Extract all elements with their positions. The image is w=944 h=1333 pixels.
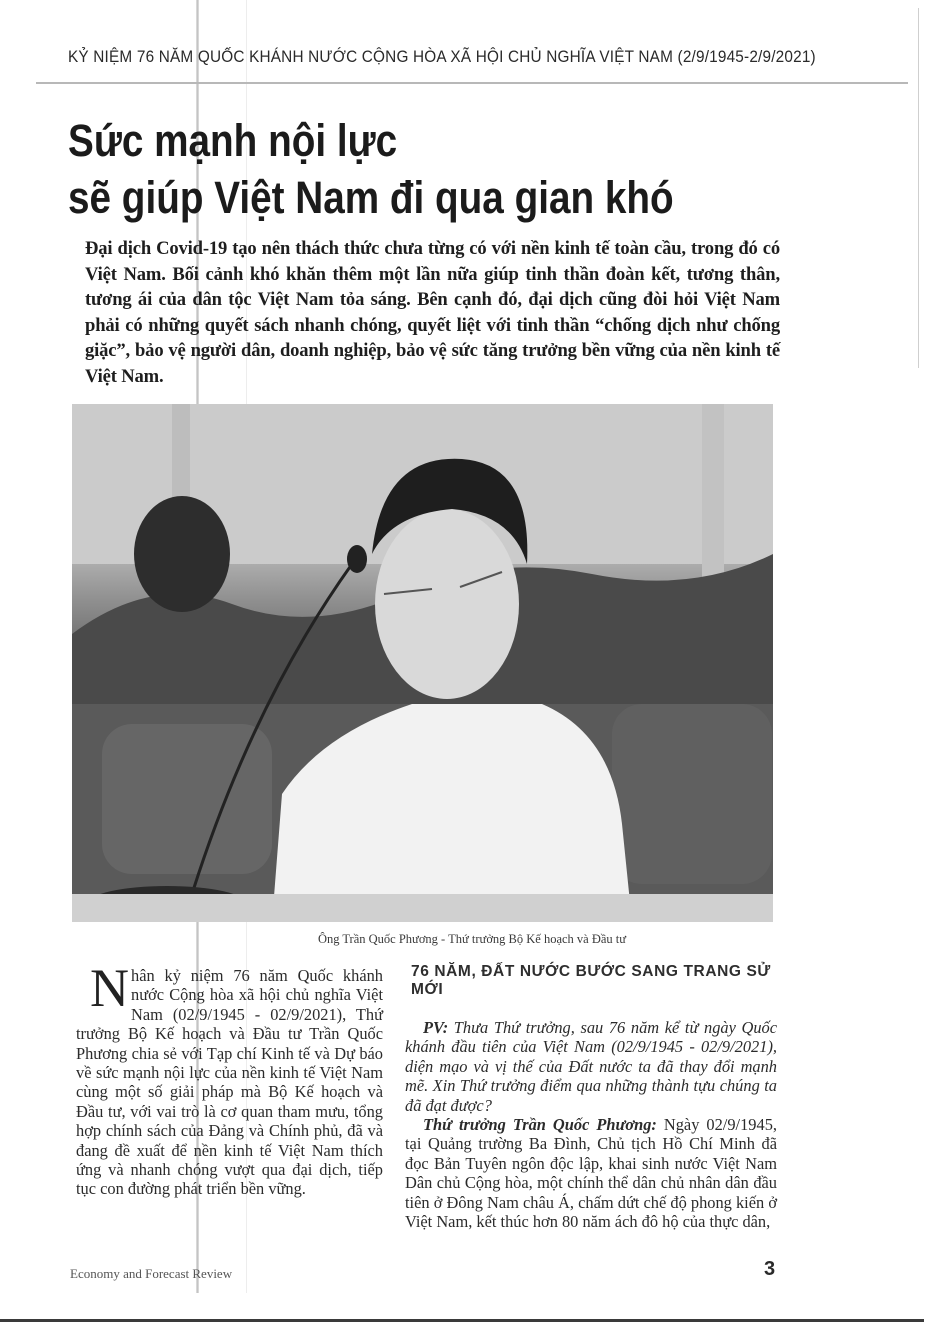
running-head: KỶ NIỆM 76 NĂM QUỐC KHÁNH NƯỚC CỘNG HÒA XÃ HỘI CHỦ NGHĨA VIỆT NAM (2/9/1945-2/9/2021) <box>68 48 816 66</box>
answer-label: Thứ trưởng Trần Quốc Phương: <box>423 1115 657 1135</box>
journal-name: Economy and Forecast Review <box>70 1266 233 1281</box>
question-text: Thưa Thứ trưởng, sau 76 năm kể từ ngày Quốc khánh đầu tiên của Việt Nam (02/9/1945 - 02/9/2021), diện mạo và vị thế của Đất nước ta đã thay đổi mạnh mẽ. Xin Thứ trưởng điểm qua những thành tựu chúng ta đã đạt được? <box>405 1018 777 1115</box>
interview-answer <box>405 1115 777 1231</box>
section-heading: 76 NĂM, ĐẤT NƯỚC BƯỚC SANG TRANG SỬ MỚI <box>411 963 771 998</box>
article-photo <box>72 404 773 922</box>
photo-illustration <box>72 404 773 922</box>
footer-divider <box>0 1319 924 1322</box>
page-number: 3 <box>764 1258 776 1280</box>
photo-caption: Ông Trần Quốc Phương - Thứ trưởng Bộ Kế hoạch và Đầu tư <box>317 932 627 946</box>
answer-text: Ngày 02/9/1945, tại Quảng trường Ba Đình, Chủ tịch Hồ Chí Minh đã đọc Bản Tuyên ngôn độc lập, khai sinh nước Việt Nam Dân chủ Cộng hòa, một chính thể dân chủ nhân dân đầu tiên ở Đông Nam châu Á, chấm dứt chế độ phong kiến ở Việt Nam, kết thúc hơn 80 năm ách đô hộ của thực dân, <box>405 1115 777 1232</box>
interview-question <box>405 1018 777 1115</box>
question-label: PV: <box>423 1018 449 1037</box>
header-divider <box>36 82 908 84</box>
drop-cap: N <box>90 958 129 1018</box>
article-title <box>68 112 722 226</box>
scan-artifact <box>918 8 919 368</box>
intro-text: hân kỷ niệm 76 năm Quốc khánh nước Cộng hòa xã hội chủ nghĩa Việt Nam (02/9/1945 - 02/9/2021), Thứ trưởng Bộ Kế hoạch và Đầu tư Trần Quốc Phương chia sẻ với Tạp chí Kinh tế và Dự báo về sức mạnh nội lực của nền kinh tế Việt Nam cùng một số giải pháp mà Bộ Kế hoạch và Đầu tư, với vai trò là cơ quan tham mưu, tổng hợp chính sách của Đảng và Chính phủ, đã và đang đề xuất để nền kinh tế Việt Nam thích ứng và nhanh chóng vượt qua đại dịch, tiếp tục con đường phát triển bền vững. <box>76 966 383 1199</box>
title-line-1: Sức mạnh nội lực <box>68 115 398 166</box>
article-lead: Đại dịch Covid-19 tạo nên thách thức chưa từng có với nền kinh tế toàn cầu, trong đó có Việt Nam. Bối cảnh khó khăn thêm một lần nữa giúp tinh thần đoàn kết, tương thân, tương ái của dân tộc Việt Nam tỏa sáng. Bên cạnh đó, đại dịch cũng đòi hỏi Việt Nam phải có những quyết sách nhanh chóng, quyết liệt với tinh thần “chống dịch như chống giặc”, bảo vệ người dân, doanh nghiệp, bảo vệ sức tăng trưởng bền vững của nền kinh tế Việt Nam. <box>85 238 780 387</box>
interview-column <box>405 963 777 1232</box>
intro-column <box>76 958 383 1199</box>
title-line-2: sẽ giúp Việt Nam đi qua gian khó <box>68 172 674 223</box>
